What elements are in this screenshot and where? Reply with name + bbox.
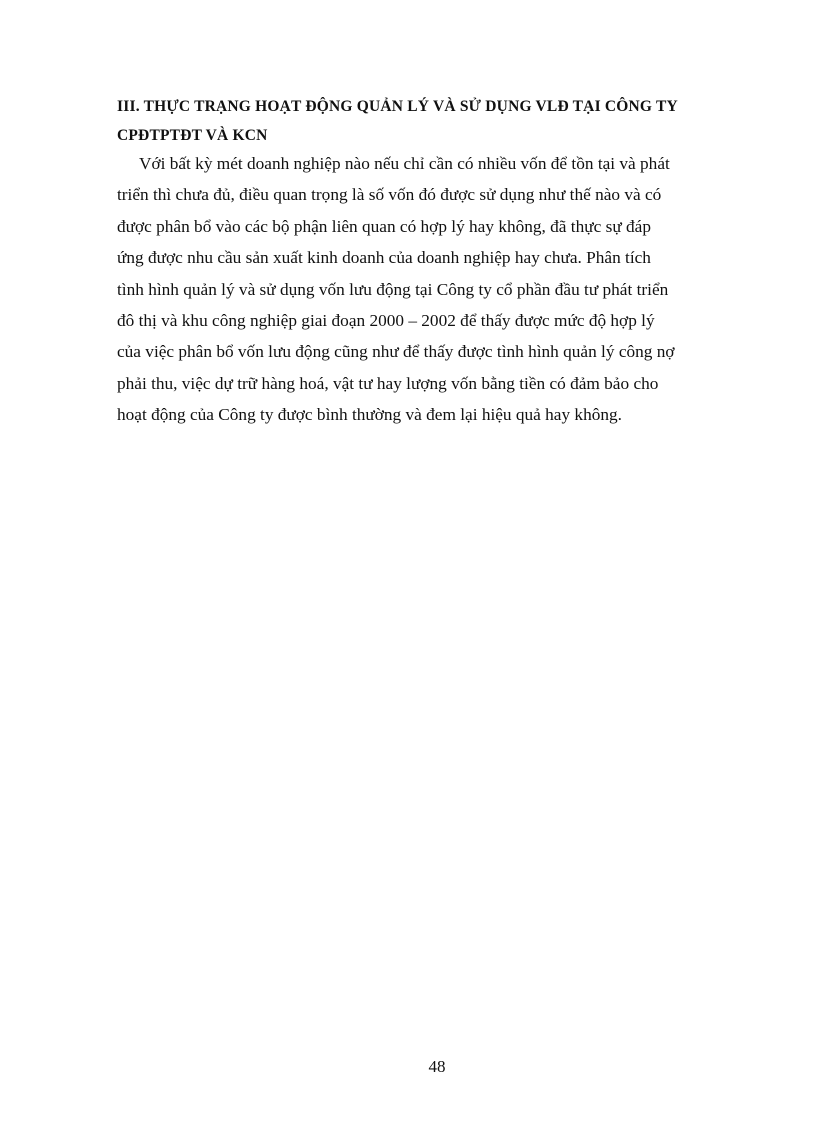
paragraph-line: triển thì chưa đủ, điều quan trọng là số vốn đó được sử dụng như thế nào và có <box>117 185 662 205</box>
page-number: 48 <box>428 1057 446 1076</box>
paragraph-line: được phân bổ vào các bộ phận liên quan có hợp lý hay không, đã thực sự đáp <box>117 216 651 236</box>
section-heading-line: III. THỰC TRẠNG HOẠT ĐỘNG QUẢN LÝ VÀ SỬ DỤNG VLĐ TẠI CÔNG TY <box>117 98 678 115</box>
paragraph-line: của việc phân bổ vốn lưu động cũng như để thấy được tình hình quản lý công nợ <box>117 342 675 362</box>
section-heading <box>117 92 717 150</box>
paragraph-line: đô thị và khu công nghiệp giai đoạn 2000 – 2002 để thấy được mức độ hợp lý <box>117 311 655 331</box>
body-paragraph <box>117 148 757 431</box>
section-heading-line: CPĐTPTĐT VÀ KCN <box>117 127 268 144</box>
paragraph-line: tình hình quản lý và sử dụng vốn lưu động tại Công ty cổ phần đầu tư phát triển <box>117 279 669 299</box>
paragraph-line: phải thu, việc dự trữ hàng hoá, vật tư hay lượng vốn bằng tiền có đảm bảo cho <box>117 373 659 393</box>
paragraph-line: hoạt động của Công ty được bình thường và đem lại hiệu quả hay không. <box>117 405 622 425</box>
paragraph-line: Với bất kỳ mét doanh nghiệp nào nếu chỉ cần có nhiều vốn để tồn tại và phát <box>139 154 670 173</box>
paragraph-line: ứng được nhu cầu sản xuất kinh doanh của doanh nghiệp hay chưa. Phân tích <box>117 248 651 268</box>
